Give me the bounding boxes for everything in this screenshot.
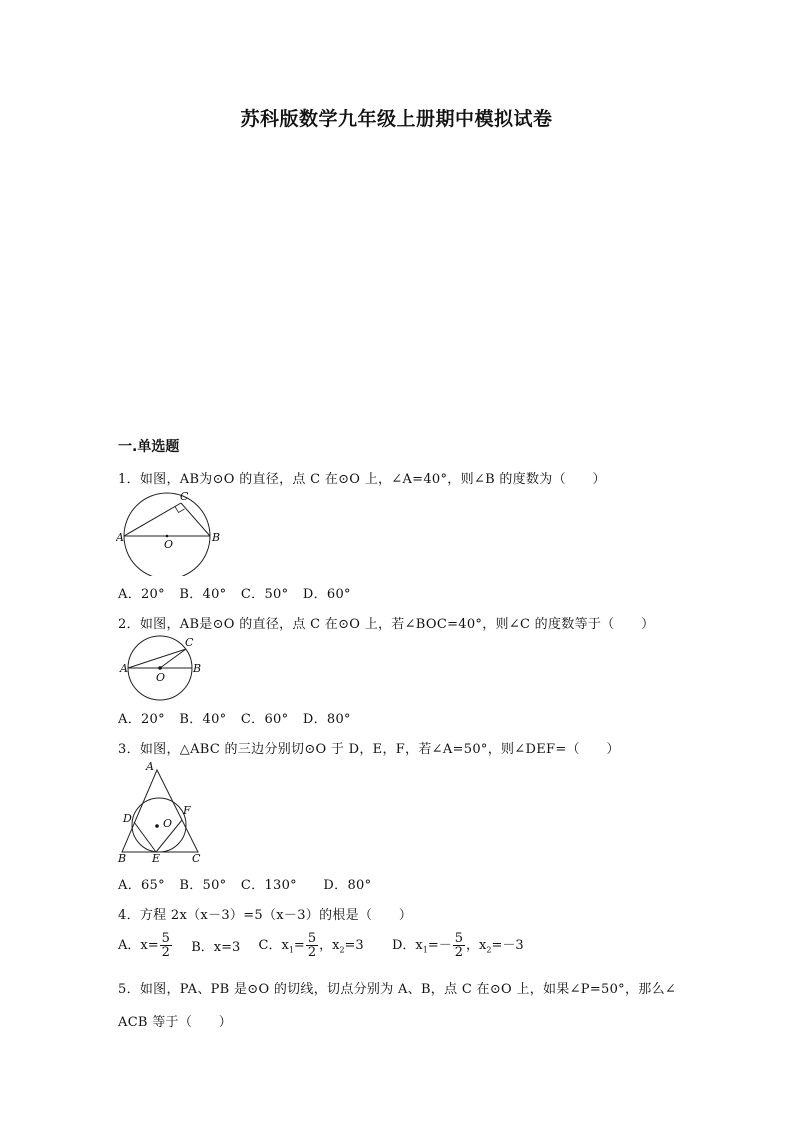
q2-option-b[interactable]: B．40° — [179, 712, 227, 727]
q2-option-c[interactable]: C．60° — [240, 712, 289, 727]
q1-option-b[interactable]: B．40° — [179, 587, 227, 602]
q1-label-o: O — [164, 538, 174, 551]
q4-option-c-fraction — [306, 932, 318, 959]
q2-option-a[interactable]: A．20° — [118, 712, 165, 727]
q3-label-e: E — [152, 852, 161, 865]
q4-option-a-prefix: A．x= — [118, 938, 159, 953]
q1-option-a[interactable]: A．20° — [118, 587, 165, 602]
q3-label-c: C — [192, 852, 201, 865]
q4-a-numerator: 5 — [161, 931, 170, 946]
q4-c-sep: ，x — [319, 938, 340, 953]
q1-label-a: A — [116, 531, 124, 544]
q3-label-f: F — [183, 804, 191, 817]
q1-label-c: C — [180, 490, 189, 503]
q4-a-denominator: 2 — [161, 945, 170, 960]
page-title: 苏科版数学九年级上册期中模拟试卷 — [240, 108, 553, 130]
q4-d-denominator: 2 — [454, 945, 464, 960]
q4-option-d[interactable] — [392, 932, 524, 959]
q3-label-b: B — [118, 852, 127, 865]
q2-label-a: A — [120, 662, 128, 675]
question-3-figure — [116, 760, 208, 866]
q3-option-a[interactable]: A．65° — [118, 878, 165, 893]
q1-label-b: B — [212, 531, 220, 544]
question-2-options — [118, 708, 361, 727]
q3-option-b[interactable]: B．50° — [179, 878, 227, 893]
question-4-stem: 4．方程 2x（x－3）=5（x－3）的根是（ ） — [118, 908, 413, 923]
q4-c-tail: =3 — [344, 938, 364, 953]
q4-option-b[interactable]: B．x=3 — [191, 940, 241, 955]
q2-label-c: C — [185, 636, 194, 649]
q3-label-a: A — [146, 760, 154, 773]
q4-c-numerator: 5 — [307, 931, 317, 946]
q4-option-d-fraction — [453, 932, 465, 959]
q4-d-eq: =－ — [427, 938, 452, 953]
question-2-figure — [116, 634, 204, 706]
q4-d-sep: ，x — [466, 938, 487, 953]
q4-c-denominator: 2 — [307, 945, 317, 960]
question-3-stem: 3．如图，△ABC 的三边分别切⊙O 于 D，E，F，若∠A=50°，则∠DEF=（ ） — [118, 742, 620, 757]
question-5-stem-line-2: ACB 等于（ ） — [118, 1015, 233, 1030]
q1-option-d[interactable]: D．60° — [302, 587, 351, 602]
q1-option-c[interactable]: C．50° — [240, 587, 289, 602]
q3-option-d[interactable]: D．80° — [323, 878, 372, 893]
q4-c-eq: = — [293, 938, 305, 953]
q4-d-tail: =－3 — [491, 938, 524, 953]
q4-c-sub1: 1 — [288, 945, 294, 955]
q3-label-o: O — [163, 817, 173, 830]
q2-label-b: B — [193, 662, 202, 675]
q4-option-a[interactable] — [118, 932, 173, 959]
question-5-stem-line-1: 5．如图，PA、PB 是⊙O 的切线，切点分别为 A、B，点 C 在⊙O 上，如果∠P=50°，那么∠ — [118, 982, 677, 997]
q4-d-numerator: 5 — [454, 931, 464, 946]
q4-option-c-prefix: C．x — [258, 938, 289, 953]
q3-label-d: D — [123, 812, 132, 825]
question-1-stem: 1．如图，AB为⊙O 的直径，点 C 在⊙O 上，∠A=40°，则∠B 的度数为（ ） — [118, 472, 606, 487]
q2-label-o: O — [156, 671, 166, 684]
q3-option-c[interactable]: C．130° — [240, 878, 297, 893]
question-3-options — [118, 874, 381, 893]
question-1-options — [118, 583, 361, 602]
q4-option-d-prefix: D．x — [391, 938, 423, 953]
q4-c-sub2: 2 — [339, 945, 345, 955]
q4-d-sub1: 1 — [422, 945, 428, 955]
question-4-options — [118, 932, 524, 959]
q4-option-a-fraction — [160, 932, 172, 959]
q4-option-c[interactable] — [259, 932, 364, 959]
question-2-stem: 2．如图，AB是⊙O 的直径，点 C 在⊙O 上，若∠BOC=40°，则∠C 的度数等于（ ） — [118, 617, 655, 632]
q2-option-d[interactable]: D．80° — [302, 712, 351, 727]
question-1-figure — [116, 490, 220, 576]
section-heading: 一.单选题 — [118, 439, 180, 455]
q4-d-sub2: 2 — [486, 945, 492, 955]
